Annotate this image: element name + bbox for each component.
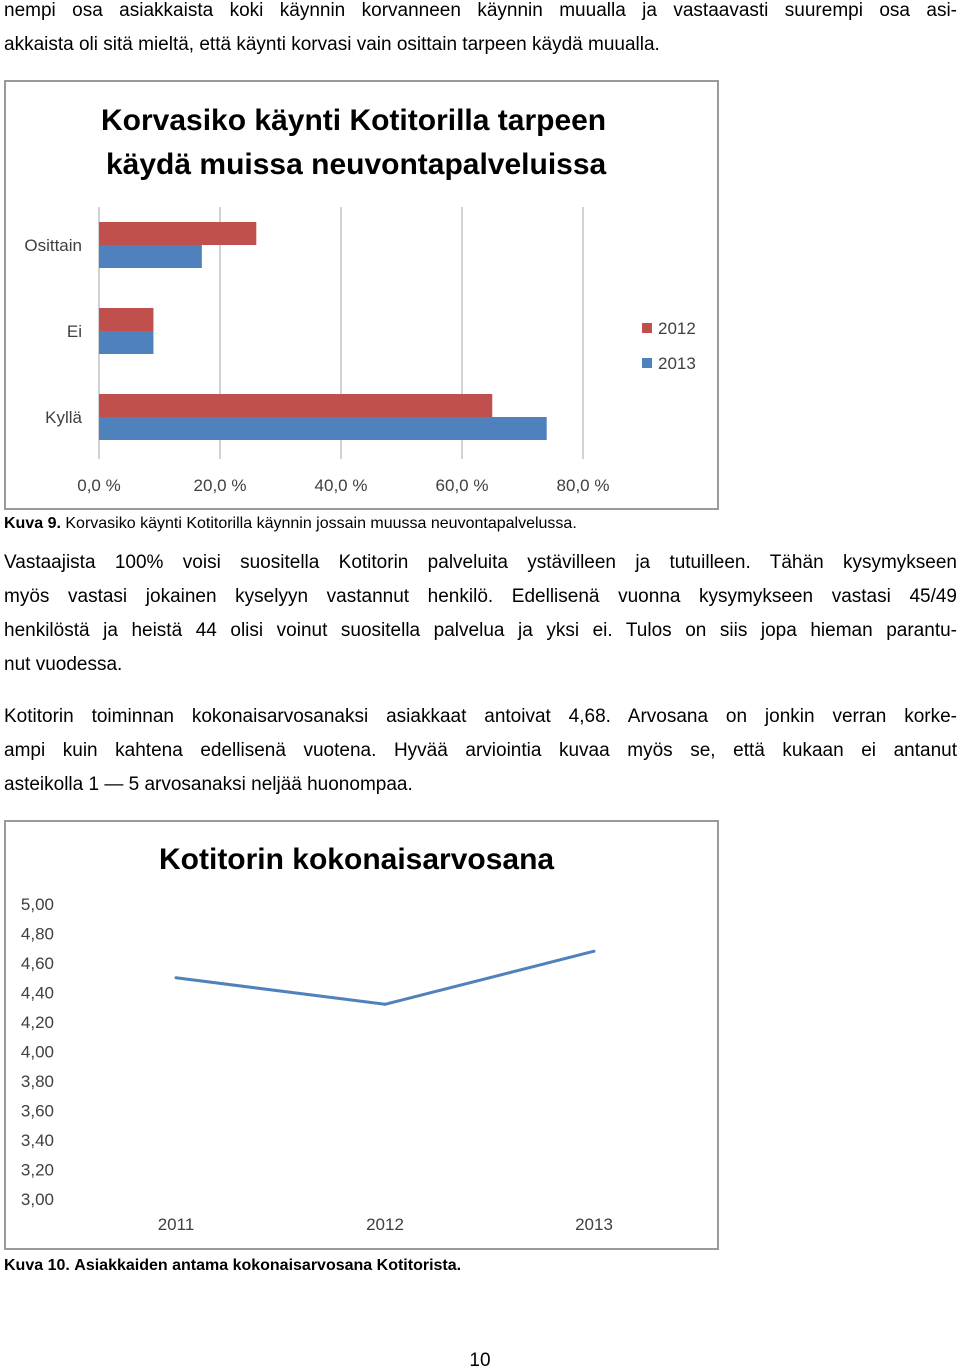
chart-title-line: Korvasiko käynti Kotitorilla tarpeen — [101, 104, 607, 137]
text-line: akkaista oli sitä mieltä, että käynti korvasi vain osittain tarpeen käydä muualla. — [4, 34, 660, 55]
data-point — [175, 976, 178, 979]
line-chart — [6, 822, 717, 1248]
figure-caption-text: Asiakkaiden antama kokonaisarvosana Kotitorista. — [74, 1257, 462, 1274]
legend-label: 2012 — [658, 319, 696, 338]
bar-chart — [6, 82, 717, 508]
y-tick-label: 4,40 — [20, 983, 54, 1003]
series-line — [176, 951, 594, 1004]
x-tick-label: 80,0 % — [556, 476, 610, 495]
legend-swatch — [642, 358, 652, 368]
chart-title-line: käydä muissa neuvontapalveluissa — [106, 148, 607, 181]
data-point — [384, 1003, 387, 1006]
text-line: myös vastasi jokainen kyselyyn vastannut henkilö. Edellisenä vuonna kysymykseen vastasi 45/49 — [4, 586, 957, 607]
y-tick-label: 4,00 — [20, 1042, 54, 1062]
y-tick-label: 3,80 — [20, 1072, 54, 1091]
y-tick-label: 3,60 — [20, 1101, 54, 1121]
text-line: nempi osa asiakkaista koki käynnin korvanneen käynnin muualla ja vastaavasti suurempi osa asi- — [4, 0, 957, 21]
figure-label: Kuva 9. — [4, 515, 61, 532]
text-line: ampi kuin kahtena edellisenä vuotena. Hyvää arviointia kuvaa myös se, että kukaan ei antanut — [4, 740, 957, 761]
text-line: Kotitorin toiminnan kokonaisarvosanaksi asiakkaat antoivat 4,68. Arvosana on jonkin verran korke- — [4, 706, 957, 727]
category-label: Osittain — [24, 236, 82, 255]
y-tick-label: 3,20 — [20, 1160, 54, 1180]
figure-10-caption — [4, 1256, 461, 1276]
category-label: Ei — [66, 322, 82, 341]
x-tick-label: 60,0 % — [435, 476, 489, 495]
x-tick-label: 20,0 % — [193, 476, 247, 495]
text-line: asteikolla 1 — 5 arvosanaksi neljää huonompaa. — [4, 774, 413, 795]
data-point — [593, 950, 596, 953]
legend-label: 2013 — [658, 354, 696, 373]
body-paragraph — [4, 546, 957, 682]
bar-chart-frame — [4, 80, 719, 510]
bar-2012 — [99, 308, 153, 331]
bar-2013 — [99, 417, 547, 440]
body-paragraph — [4, 700, 957, 802]
x-tick-label: 2013 — [575, 1215, 613, 1234]
x-tick-label: 0,0 % — [77, 476, 121, 495]
x-tick-label: 40,0 % — [314, 476, 368, 495]
bar-2012 — [99, 222, 256, 245]
intro-paragraph — [4, 0, 957, 62]
text-line: henkilöstä ja heistä 44 olisi voinut suositella palvelua ja yksi ei. Tulos on siis jopa hieman parantu- — [4, 620, 957, 641]
y-tick-label: 5,00 — [20, 895, 54, 914]
figure-label: Kuva 10. — [4, 1257, 70, 1274]
bar-2013 — [99, 331, 153, 354]
y-tick-label: 4,80 — [20, 924, 54, 944]
y-tick-label: 4,20 — [20, 1013, 54, 1032]
y-tick-label: 3,00 — [20, 1190, 54, 1209]
bar-2013 — [99, 245, 202, 268]
figure-caption-text: Korvasiko käynti Kotitorilla käynnin jossain muussa neuvontapalvelussa. — [65, 515, 577, 532]
legend-swatch — [642, 323, 652, 333]
chart-title: Kotitorin kokonaisarvosana — [159, 843, 555, 876]
figure-9-caption — [4, 514, 577, 534]
text-line: nut vuodessa. — [4, 654, 123, 675]
line-chart-frame — [4, 820, 719, 1250]
bar-2012 — [99, 394, 492, 417]
text-line: Vastaajista 100% voisi suositella Kotitorin palveluita ystävilleen ja tutuilleen. Tähän kysymykseen — [4, 552, 957, 573]
x-tick-label: 2011 — [157, 1215, 195, 1234]
x-tick-label: 2012 — [366, 1215, 404, 1234]
y-tick-label: 4,60 — [20, 954, 54, 973]
category-label: Kyllä — [45, 408, 82, 427]
y-tick-label: 3,40 — [20, 1131, 54, 1150]
page-number: 10 — [469, 1350, 491, 1371]
